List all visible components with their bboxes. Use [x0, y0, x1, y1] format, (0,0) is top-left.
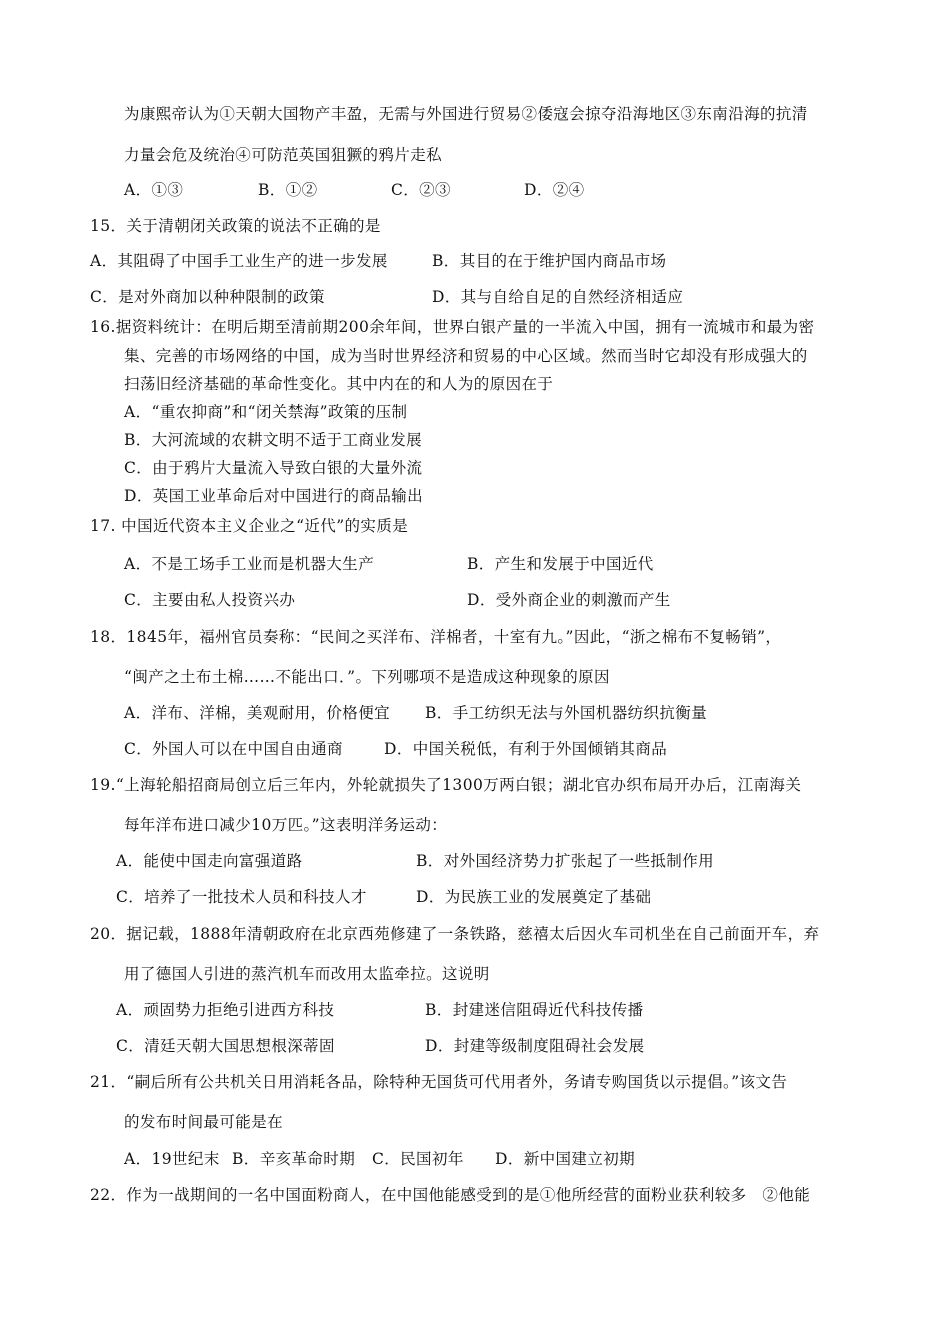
q21-option-a: A．19世纪末 — [124, 1150, 220, 1168]
q21-option-b: B．辛亥革命时期 — [232, 1150, 356, 1168]
q20-stem-line-1: 20．据记载，1888年清朝政府在北京西苑修建了一条铁路，慈禧太后因火车司机坐在自己前面开车，弃 — [90, 925, 820, 943]
q21-option-d: D．新中国建立初期 — [495, 1150, 636, 1168]
q21-stem-line-1: 21．“嗣后所有公共机关日用消耗各品，除特种无国货可代用者外，务请专购国货以示提倡。”该文告 — [90, 1073, 788, 1091]
q15-stem: 15．关于清朝闭关政策的说法不正确的是 — [90, 217, 381, 235]
q18-stem-line-1: 18．1845年，福州官员奏称：“民间之买洋布、洋棉者，十室有九。”因此，“浙之棉布不复畅销”， — [90, 628, 782, 646]
q19-option-b: B．对外国经济势力扩张起了一些抵制作用 — [416, 852, 714, 870]
q18-option-c: C．外国人可以在中国自由通商 — [124, 740, 343, 758]
q16-stem-line-2: 集、完善的市场网络的中国，成为当时世界经济和贸易的中心区域。然而当时它却没有形成强大的 — [124, 347, 808, 365]
q18-option-b: B．手工纺织无法与外国机器纺织抗衡量 — [425, 704, 708, 722]
q14-option-b: B．①② — [258, 181, 318, 199]
q21-stem-line-2: 的发布时间最可能是在 — [124, 1113, 284, 1131]
q14-option-a: A．①③ — [124, 181, 184, 199]
q16-stem-line-3: 扫荡旧经济基础的革命性变化。其中内在的和人为的原因在于 — [124, 375, 554, 393]
q15-option-d: D．其与自给自足的自然经济相适应 — [432, 288, 684, 306]
q18-stem-line-2: “闽产之土布土棉……不能出口．”。下列哪项不是造成这种现象的原因 — [124, 668, 610, 686]
q14-continuation-line-1: 为康熙帝认为①天朝大国物产丰盈，无需与外国进行贸易②倭寇会掠夺沿海地区③东南沿海的抗清 — [124, 105, 808, 123]
q14-option-d: D．②④ — [524, 181, 585, 199]
q16-option-c: C．由于鸦片大量流入导致白银的大量外流 — [124, 459, 423, 477]
q19-stem-line-1: 19.“上海轮船招商局创立后三年内，外轮就损失了1300万两白银；湖北官办织布局开办后，江南海关 — [90, 776, 802, 794]
q19-stem-line-2: 每年洋布进口减少10万匹。”这表明洋务运动： — [124, 816, 448, 834]
q16-option-a: A．“重农抑商”和“闭关禁海”政策的压制 — [124, 403, 408, 421]
q19-option-c: C．培养了一批技术人员和科技人才 — [116, 888, 367, 906]
q21-option-c: C．民国初年 — [372, 1150, 464, 1168]
q16-stem-line-1: 16.据资料统计：在明后期至清前期200余年间，世界白银产量的一半流入中国，拥有一流城市和最为密 — [90, 318, 815, 336]
q17-option-b: B．产生和发展于中国近代 — [467, 555, 654, 573]
q15-option-a: A．其阻碍了中国手工业生产的进一步发展 — [90, 252, 388, 270]
q17-option-c: C．主要由私人投资兴办 — [124, 591, 296, 609]
q17-stem: 17. 中国近代资本主义企业之“近代”的实质是 — [90, 517, 409, 535]
q17-option-a: A．不是工场手工业而是机器大生产 — [124, 555, 375, 573]
q18-option-d: D．中国关税低，有利于外国倾销其商品 — [384, 740, 668, 758]
q18-option-a: A．洋布、洋棉，美观耐用，价格便宜 — [124, 704, 390, 722]
q15-option-b: B．其目的在于维护国内商品市场 — [432, 252, 667, 270]
q16-option-b: B．大河流域的农耕文明不适于工商业发展 — [124, 431, 422, 449]
q15-option-c: C．是对外商加以种种限制的政策 — [90, 288, 325, 306]
q20-option-a: A．顽固势力拒绝引进西方科技 — [116, 1001, 335, 1019]
q17-option-d: D．受外商企业的刺激而产生 — [467, 591, 671, 609]
q19-option-a: A．能使中国走向富强道路 — [116, 852, 303, 870]
q16-option-d: D．英国工业革命后对中国进行的商品输出 — [124, 487, 424, 505]
q20-option-c: C．清廷天朝大国思想根深蒂固 — [116, 1037, 335, 1055]
q20-option-d: D．封建等级制度阻碍社会发展 — [425, 1037, 645, 1055]
q19-option-d: D．为民族工业的发展奠定了基础 — [416, 888, 652, 906]
q14-option-c: C．②③ — [391, 181, 451, 199]
q14-continuation-line-2: 力量会危及统治④可防范英国狙獗的鸦片走私 — [124, 146, 443, 164]
q20-stem-line-2: 用了德国人引进的蒸汽机车而改用太监牵拉。这说明 — [124, 965, 490, 983]
q22-stem-line-1: 22．作为一战期间的一名中国面粉商人，在中国他能感受到的是①他所经营的面粉业获利较多 ②他能 — [90, 1186, 811, 1204]
q20-option-b: B．封建迷信阻碍近代科技传播 — [425, 1001, 644, 1019]
